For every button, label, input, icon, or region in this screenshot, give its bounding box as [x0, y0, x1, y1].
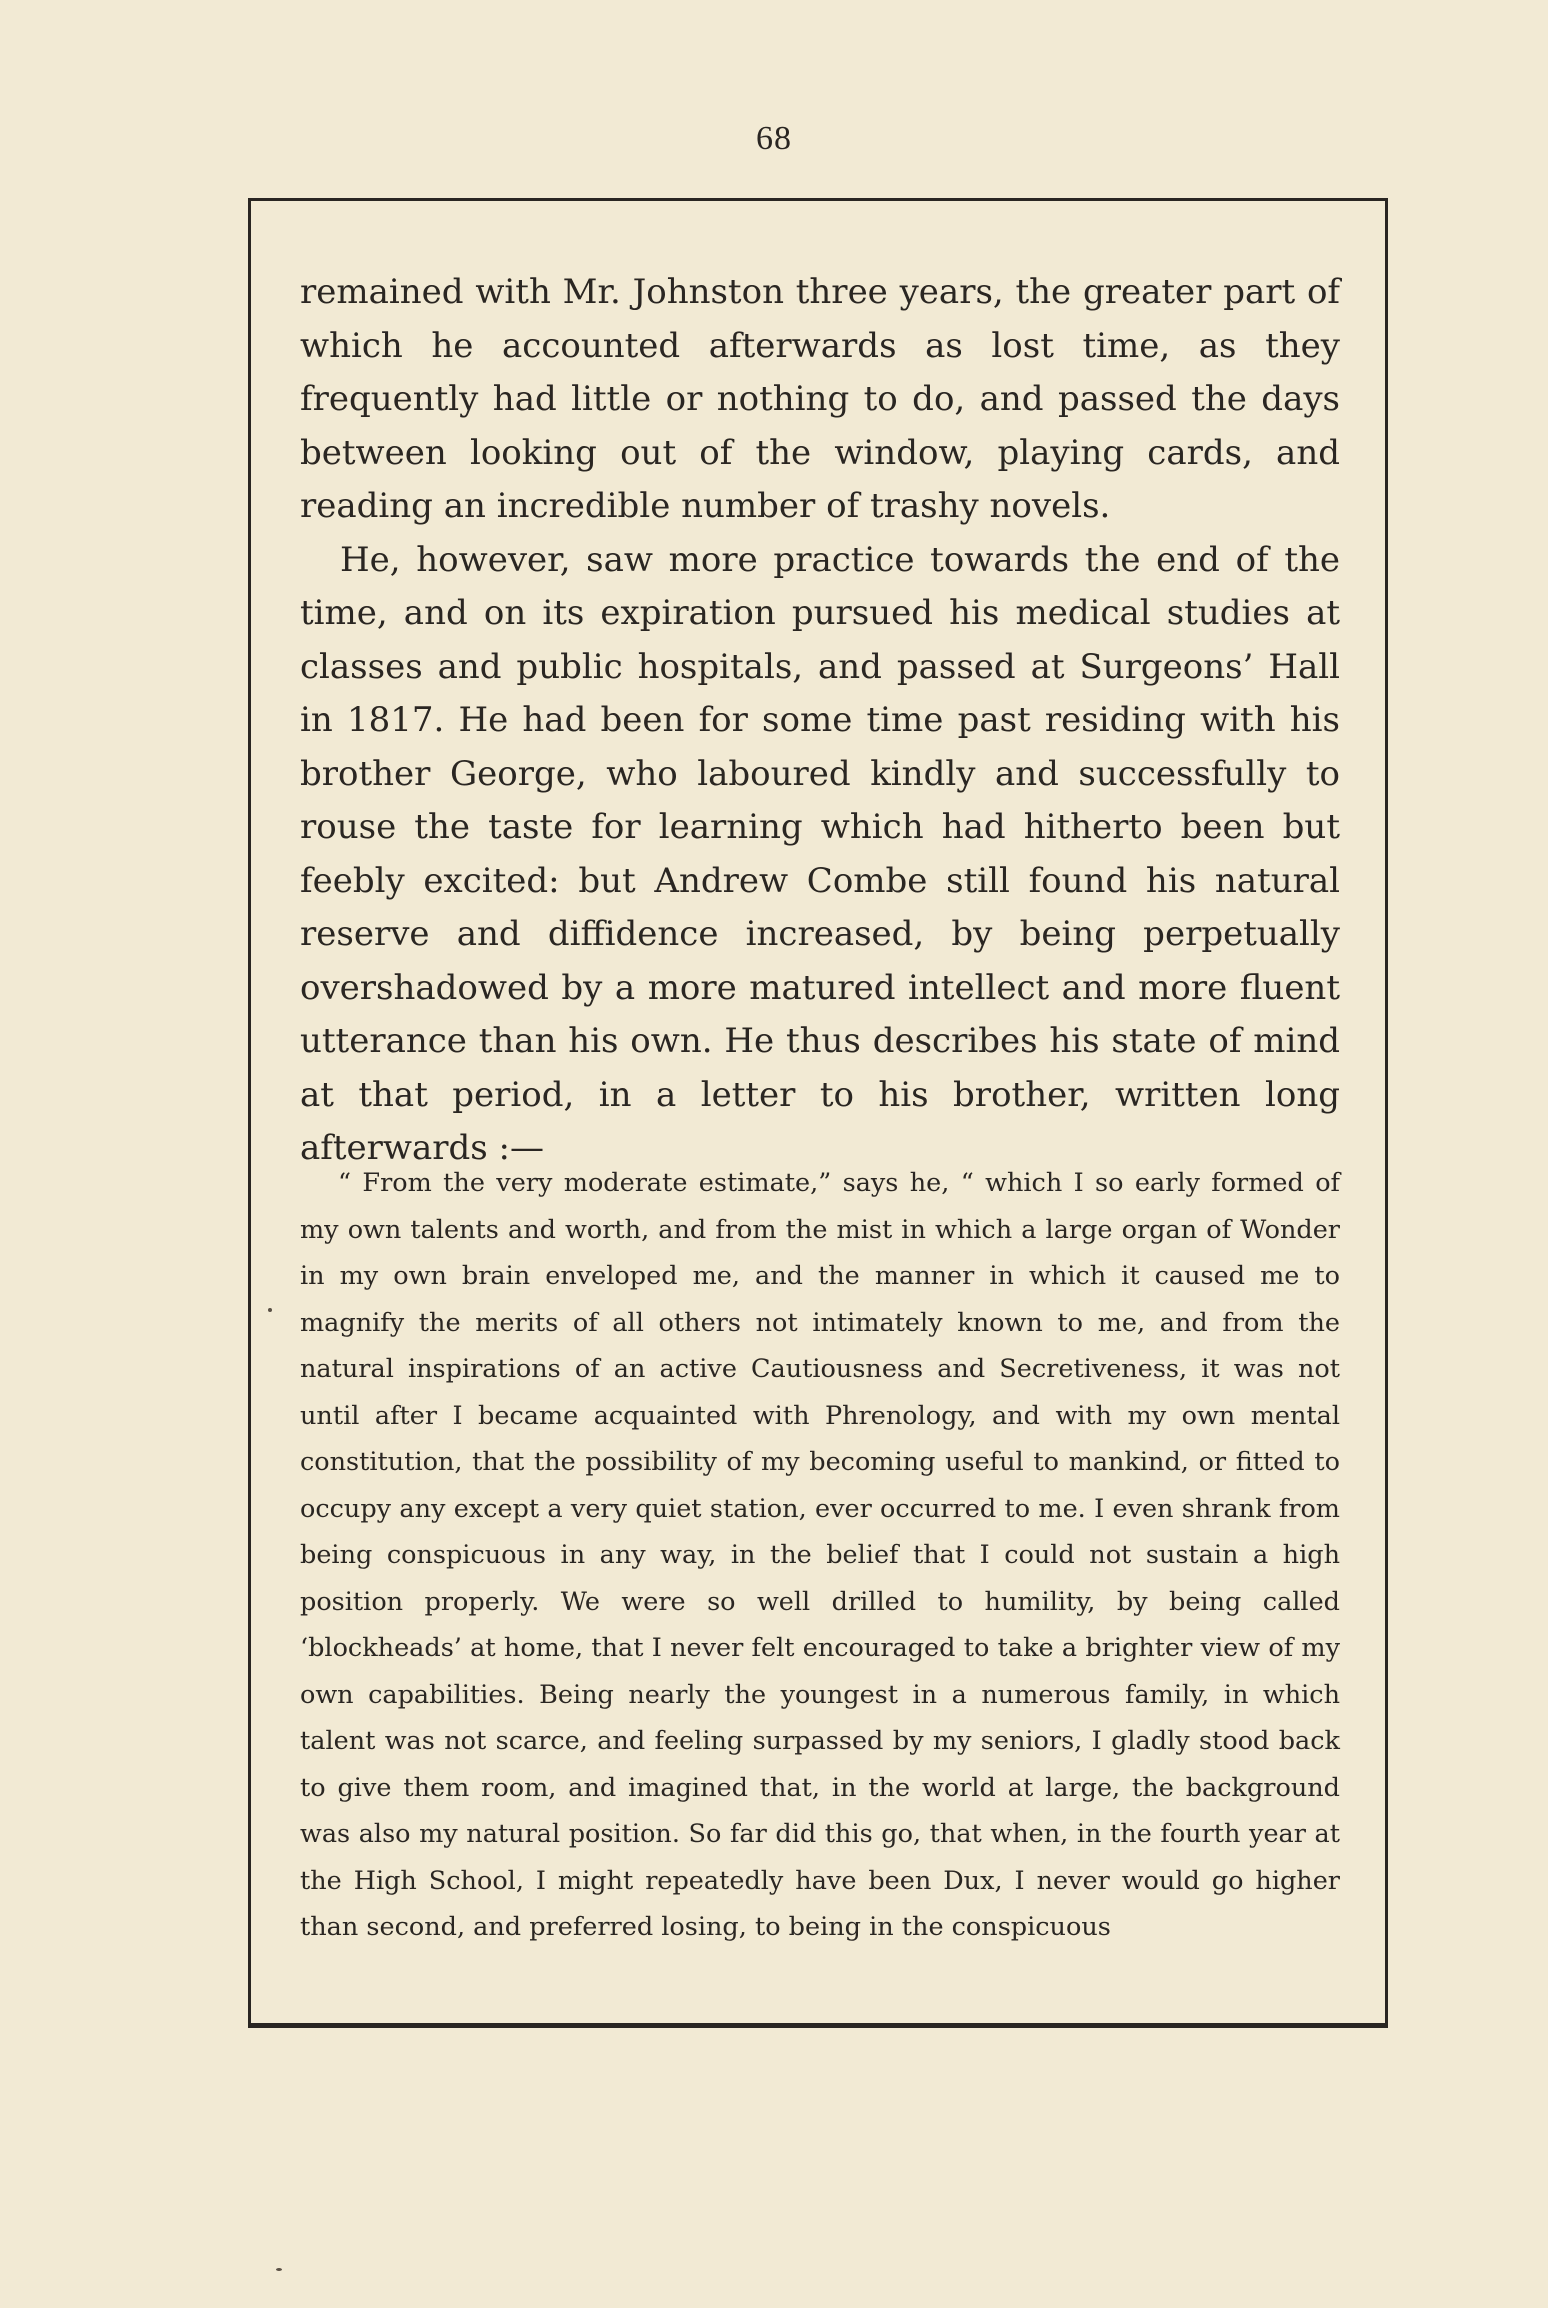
quoted-letter-paragraph: “ From the very moderate estimate,” says he, “ which I so early formed of my own talents and worth, and from the mist in which a large organ of Wonder in my own brain enveloped me, and the manner in which it caused me to magnify the merits of all others not intimately known to me, and from the natural inspirations of an active Cautiousness and Secretiveness, it was not until after I became acquainted with Phrenology, and with my own mental constitution, that the possibility of my becoming useful to mankind, or fitted to occupy any except a very quiet station, ever occurred to me. I even shrank from being conspicuous in any way, in the belief that I could not sustain a high position properly. We were so well drilled to humility, by being called ‘blockheads’ at home, that I never felt encouraged to take a brighter view of my own capabilities. Being nearly the youngest in a numerous family, in which talent was not scarce, and feeling surpassed by my seniors, I gladly stood back to give them room, and imagined that, in the world at large, the background was also my natural position. So far did this go, that when, in the fourth year at the High School, I might repeatedly have been Dux, I never would go higher than second, and preferred losing, to being in the conspicuous [300, 1168, 1340, 1942]
body-paragraph-2: He, however, saw more practice towards the end of the time, and on its expiration pursued his medical studies at classes and public hospitals, and passed at Surgeons’ Hall in 1817. He had been for some time past residing with his brother George, who laboured kindly and successfully to rouse the taste for learning which had hitherto been but feebly excited: but Andrew Combe still found his natural reserve and diffidence increased, by being perpetually overshadowed by a more matured intellect and more fluent utterance than his own. He thus describes his state of mind at that period, in a letter to his brother, written long afterwards :— [300, 539, 1340, 1168]
margin-speck-mark [268, 1308, 272, 1312]
body-paragraph-1: remained with Mr. Johnston three years, the greater part of which he accounted afterwards as lost time, as they frequently had little or nothing to do, and passed the days between looking out of the window, playing cards, and reading an incredible number of trashy novels. [300, 272, 1340, 526]
main-text-block [300, 266, 1340, 1176]
quoted-letter-block [300, 1160, 1340, 1951]
page-number: 68 [756, 120, 792, 157]
margin-speck-mark [276, 2268, 282, 2271]
